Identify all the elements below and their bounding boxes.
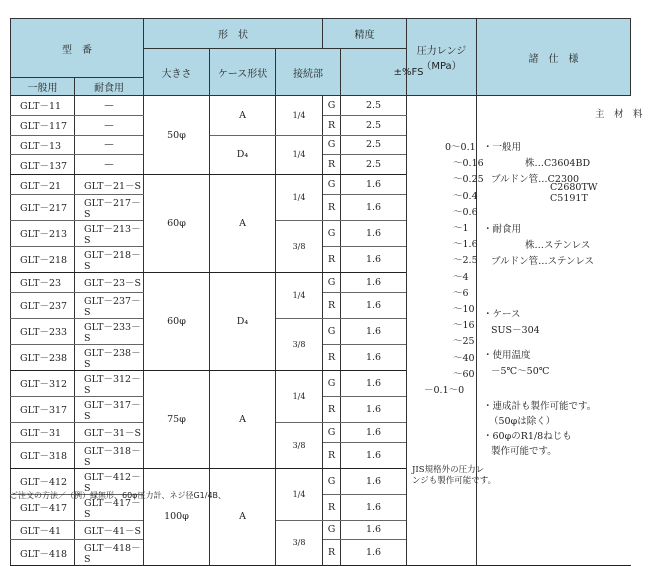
range-item: ～1.6 bbox=[453, 239, 478, 251]
size-cell: 60φ bbox=[144, 175, 210, 273]
header-model: 型 番 bbox=[11, 19, 144, 78]
connection-size-cell: 1/4 bbox=[276, 370, 323, 422]
spec-line: 製作可能です。 bbox=[491, 446, 557, 457]
general-model: GLT－137 bbox=[11, 155, 75, 175]
accuracy-cell: 1.6 bbox=[341, 344, 407, 370]
case-shape-cell: D₄ bbox=[210, 272, 276, 370]
corrosion-model: GLT－23－S bbox=[75, 272, 144, 292]
range-item: ～0.4 bbox=[453, 190, 478, 202]
case-shape-cell: A bbox=[210, 468, 276, 566]
accuracy-cell: 1.6 bbox=[341, 292, 407, 318]
header-shape: 形 状 bbox=[144, 19, 323, 49]
general-model: GLT－233 bbox=[11, 318, 75, 344]
spec-line: 主 材 料 bbox=[595, 109, 643, 120]
thread-type-cell: G bbox=[323, 422, 341, 442]
accuracy-cell: 2.5 bbox=[341, 155, 407, 175]
general-model: GLT－41 bbox=[11, 520, 75, 540]
thread-type-cell: R bbox=[323, 494, 341, 520]
thread-type-cell: G bbox=[323, 318, 341, 344]
spec-line: ・耐食用 bbox=[483, 224, 522, 235]
spec-line: C5191T bbox=[550, 193, 588, 204]
case-shape-cell: A bbox=[210, 96, 276, 136]
thread-type-cell: G bbox=[323, 220, 341, 246]
connection-size-cell: 1/4 bbox=[276, 96, 323, 136]
header-accuracy-top: 精度 bbox=[323, 19, 407, 49]
general-model: GLT－217 bbox=[11, 194, 75, 220]
general-model: GLT－312 bbox=[11, 370, 75, 396]
accuracy-cell: 1.6 bbox=[341, 194, 407, 220]
case-shape-cell: A bbox=[210, 175, 276, 273]
size-cell: 75φ bbox=[144, 370, 210, 468]
connection-size-cell: 1/4 bbox=[276, 272, 323, 318]
accuracy-cell: 2.5 bbox=[341, 135, 407, 155]
corrosion-model: GLT－317－S bbox=[75, 396, 144, 422]
spec-line: ・連成計も製作可能です。 bbox=[483, 401, 597, 412]
thread-type-cell: G bbox=[323, 96, 341, 116]
spec-line: ブルドン管…ステンレス bbox=[491, 256, 594, 267]
general-model: GLT－117 bbox=[11, 115, 75, 135]
corrosion-model: GLT－418－S bbox=[75, 540, 144, 566]
general-model: GLT－218 bbox=[11, 246, 75, 272]
thread-type-cell: G bbox=[323, 370, 341, 396]
range-unit: （MPa） bbox=[421, 61, 462, 72]
thread-type-cell: G bbox=[323, 468, 341, 494]
range-item: ～10 bbox=[453, 304, 475, 315]
header-size: 大きさ bbox=[144, 49, 210, 96]
general-model: GLT－213 bbox=[11, 220, 75, 246]
order-footnote: ご注文の方法／（例）縁無形、60φ圧力計、ネジ径G1/4B、 bbox=[10, 491, 227, 500]
pressure-range-cell bbox=[407, 96, 497, 566]
connection-size-cell: 1/4 bbox=[276, 175, 323, 221]
general-model: GLT－238 bbox=[11, 344, 75, 370]
thread-type-cell: G bbox=[323, 135, 341, 155]
header-case-shape: ケース形状 bbox=[210, 49, 276, 96]
corrosion-model: GLT－318－S bbox=[75, 442, 144, 468]
range-item: ～2.5 bbox=[453, 255, 478, 267]
range-item: ～1 bbox=[453, 223, 469, 234]
corrosion-model: GLT－238－S bbox=[75, 344, 144, 370]
corrosion-model: — bbox=[75, 155, 144, 175]
general-model: GLT－412 bbox=[11, 468, 75, 494]
corrosion-model: GLT－213－S bbox=[75, 220, 144, 246]
thread-type-cell: G bbox=[323, 272, 341, 292]
corrosion-model: — bbox=[75, 96, 144, 116]
accuracy-cell: 1.6 bbox=[341, 175, 407, 195]
range-item: ～60 bbox=[453, 368, 475, 380]
corrosion-model: — bbox=[75, 115, 144, 135]
connection-size-cell: 3/8 bbox=[276, 520, 323, 566]
accuracy-cell: 1.6 bbox=[341, 540, 407, 566]
general-model: GLT－11 bbox=[11, 96, 75, 116]
size-cell: 100φ bbox=[144, 468, 210, 566]
spec-line: C2680TW bbox=[550, 182, 598, 193]
connection-size-cell: 3/8 bbox=[276, 318, 323, 370]
range-label: 圧力レンジ bbox=[416, 46, 467, 57]
accuracy-cell: 1.6 bbox=[341, 520, 407, 540]
accuracy-cell: 2.5 bbox=[341, 96, 407, 116]
case-shape-cell: D₄ bbox=[210, 135, 276, 175]
thread-type-cell: R bbox=[323, 344, 341, 370]
range-item: －0.1～0 bbox=[424, 385, 465, 396]
spec-line: （50φは除く） bbox=[489, 416, 556, 427]
thread-type-cell: R bbox=[323, 115, 341, 135]
general-model: GLT－31 bbox=[11, 422, 75, 442]
corrosion-model: GLT－218－S bbox=[75, 246, 144, 272]
range-item: ～16 bbox=[453, 320, 475, 332]
general-model: GLT－318 bbox=[11, 442, 75, 468]
general-model: GLT－23 bbox=[11, 272, 75, 292]
header-spec: 諸 仕 様 bbox=[477, 19, 631, 96]
corrosion-model: GLT－31－S bbox=[75, 422, 144, 442]
spec-line: ・ケース bbox=[483, 309, 521, 320]
spec-cell bbox=[477, 96, 643, 566]
general-model: GLT－417 bbox=[11, 494, 75, 520]
range-item: ～4 bbox=[453, 271, 469, 283]
general-model: GLT－237 bbox=[11, 292, 75, 318]
range-item: ～40 bbox=[453, 352, 475, 364]
header-corrosion: 耐食用 bbox=[75, 78, 144, 96]
range-note: ンジも製作可能です。 bbox=[412, 476, 497, 486]
thread-type-cell: G bbox=[323, 520, 341, 540]
general-model: GLT－418 bbox=[11, 540, 75, 566]
corrosion-model: GLT－237－S bbox=[75, 292, 144, 318]
range-note: JIS規格外の圧力レ bbox=[412, 465, 485, 475]
corrosion-model: GLT－233－S bbox=[75, 318, 144, 344]
spec-line: 株…C3604BD bbox=[525, 158, 591, 169]
accuracy-cell: 1.6 bbox=[341, 370, 407, 396]
spec-line: ・60φのR1/8ねじも bbox=[483, 431, 572, 442]
range-item: ～25 bbox=[453, 336, 475, 348]
corrosion-model: GLT－412－S bbox=[75, 468, 144, 494]
header-accuracy: ±%FS bbox=[341, 49, 477, 96]
thread-type-cell: G bbox=[323, 175, 341, 195]
thread-type-cell: R bbox=[323, 292, 341, 318]
connection-size-cell: 3/8 bbox=[276, 422, 323, 468]
accuracy-cell: 1.6 bbox=[341, 494, 407, 520]
spec-line: 株…ステンレス bbox=[525, 240, 591, 251]
accuracy-cell: 1.6 bbox=[341, 442, 407, 468]
connection-size-cell: 1/4 bbox=[276, 468, 323, 520]
range-item: 0～0.1 bbox=[445, 142, 476, 153]
corrosion-model: GLT－21－S bbox=[75, 175, 144, 195]
general-model: GLT－317 bbox=[11, 396, 75, 422]
accuracy-cell: 1.6 bbox=[341, 246, 407, 272]
corrosion-model: GLT－217－S bbox=[75, 194, 144, 220]
connection-size-cell: 1/4 bbox=[276, 135, 323, 175]
general-model: GLT－13 bbox=[11, 135, 75, 155]
corrosion-model: GLT－41－S bbox=[75, 520, 144, 540]
size-cell: 50φ bbox=[144, 96, 210, 175]
accuracy-cell: 1.6 bbox=[341, 468, 407, 494]
size-cell: 60φ bbox=[144, 272, 210, 370]
spec-line: ・使用温度 bbox=[483, 350, 531, 361]
accuracy-cell: 2.5 bbox=[341, 115, 407, 135]
accuracy-cell: 1.6 bbox=[341, 396, 407, 422]
case-shape-cell: A bbox=[210, 370, 276, 468]
range-item: ～0.6 bbox=[453, 206, 478, 218]
table-row bbox=[11, 96, 631, 116]
corrosion-model: — bbox=[75, 135, 144, 155]
accuracy-cell: 1.6 bbox=[341, 318, 407, 344]
thread-type-cell: R bbox=[323, 396, 341, 422]
range-item: ～6 bbox=[453, 287, 469, 299]
thread-type-cell: R bbox=[323, 540, 341, 566]
accuracy-cell: 1.6 bbox=[341, 220, 407, 246]
thread-type-cell: R bbox=[323, 155, 341, 175]
corrosion-model: GLT－312－S bbox=[75, 370, 144, 396]
corrosion-model: GLT－417－S bbox=[75, 494, 144, 520]
thread-type-cell: R bbox=[323, 194, 341, 220]
spec-line: －5℃～50℃ bbox=[491, 366, 550, 377]
accuracy-cell: 1.6 bbox=[341, 272, 407, 292]
spec-line: ブルドン管…C2300 bbox=[491, 174, 580, 185]
header-connection: 接続部 bbox=[276, 49, 341, 96]
thread-type-cell: R bbox=[323, 442, 341, 468]
pressure-gauge-spec-table bbox=[10, 18, 643, 566]
range-item: ～0.25 bbox=[453, 174, 484, 186]
range-item: ～0.16 bbox=[453, 158, 484, 170]
thread-type-cell: R bbox=[323, 246, 341, 272]
spec-line: ・一般用 bbox=[483, 142, 522, 153]
header-general: 一般用 bbox=[11, 78, 75, 96]
connection-size-cell: 3/8 bbox=[276, 220, 323, 272]
general-model: GLT－21 bbox=[11, 175, 75, 195]
accuracy-cell: 1.6 bbox=[341, 422, 407, 442]
spec-line: SUS－304 bbox=[491, 325, 540, 336]
